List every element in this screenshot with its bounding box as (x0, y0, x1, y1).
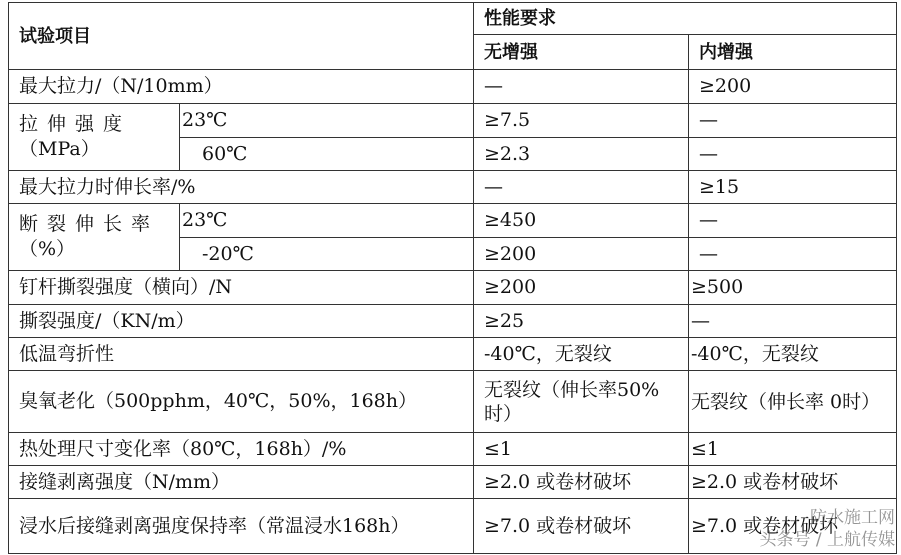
table-row (9, 499, 897, 554)
row-label: 低温弯折性 (9, 338, 474, 371)
value-cell: ≥500 (689, 271, 897, 305)
temp-cell: 60℃ (180, 138, 474, 171)
value-cell: — (689, 138, 897, 171)
value-cell: ≥2.3 (474, 138, 689, 171)
value-cell: 无裂纹（伸长率 0时） (689, 371, 897, 433)
table-row (9, 305, 897, 338)
value-cell: ≤1 (474, 433, 689, 466)
row-label: 热处理尺寸变化率（80℃，168h）/% (9, 433, 474, 466)
temp-cell: -20℃ (180, 238, 474, 271)
value-cell: 无裂纹（伸长率50%时） (474, 371, 689, 433)
temp-cell: 23℃ (180, 204, 474, 238)
spec-table (8, 2, 897, 554)
watermark-line: 防水施工网 (810, 508, 895, 528)
table-row (9, 204, 897, 238)
value-cell: ≥200 (689, 70, 897, 104)
watermark-line: 头条号 / 上航传媒 (759, 530, 895, 550)
row-label: 臭氧老化（500pphm，40℃，50%，168h） (9, 371, 474, 433)
row-label: 浸水后接缝剥离强度保持率（常温浸水168h） (9, 499, 474, 554)
table-row (9, 271, 897, 305)
row-label: 钉杆撕裂强度（横向）/N (9, 271, 474, 305)
value-cell: ≥25 (474, 305, 689, 338)
header-row-1 (9, 3, 897, 35)
row-label: 最大拉力时伸长率/% (9, 171, 474, 204)
value-cell: -40℃，无裂纹 (474, 338, 689, 371)
value-cell: — (689, 104, 897, 138)
value-cell: ≥15 (689, 171, 897, 204)
row-label-line: （MPa） (19, 138, 100, 160)
row-label-line: 拉伸强度 (19, 113, 132, 135)
value-cell: ≥200 (474, 238, 689, 271)
value-cell: ≥2.0 或卷材破坏 (474, 466, 689, 499)
table-row (9, 466, 897, 499)
table-row (9, 338, 897, 371)
row-label: 最大拉力/（N/10mm） (9, 70, 474, 104)
value-cell: ≥7.5 (474, 104, 689, 138)
value-cell: — (474, 70, 689, 104)
row-label (9, 104, 180, 171)
value-cell: ≥200 (474, 271, 689, 305)
table-row (9, 371, 897, 433)
table-row (9, 70, 897, 104)
value-cell: ≥450 (474, 204, 689, 238)
value-cell: — (689, 305, 897, 338)
table-row (9, 433, 897, 466)
value-cell: ≥7.0 或卷材破坏 (689, 499, 897, 554)
value-cell: — (689, 238, 897, 271)
value-cell: — (474, 171, 689, 204)
row-label: 撕裂强度/（KN/m） (9, 305, 474, 338)
header-inner-reinforcement: 内增强 (689, 35, 897, 70)
header-test-item: 试验项目 (9, 3, 474, 70)
table-row (9, 171, 897, 204)
row-label: 接缝剥离强度（N/mm） (9, 466, 474, 499)
value-cell: ≥2.0 或卷材破坏 (689, 466, 897, 499)
row-label-line: （%） (19, 238, 76, 260)
table-row (9, 104, 897, 138)
row-label (9, 204, 180, 271)
header-no-reinforcement: 无增强 (474, 35, 689, 70)
value-cell: — (689, 204, 897, 238)
row-label-line: 断裂伸长率 (19, 213, 160, 235)
temp-cell: 23℃ (180, 104, 474, 138)
value-cell: ≤1 (689, 433, 897, 466)
value-cell: -40℃，无裂纹 (689, 338, 897, 371)
header-performance: 性能要求 (474, 3, 897, 35)
value-cell: ≥7.0 或卷材破坏 (474, 499, 689, 554)
